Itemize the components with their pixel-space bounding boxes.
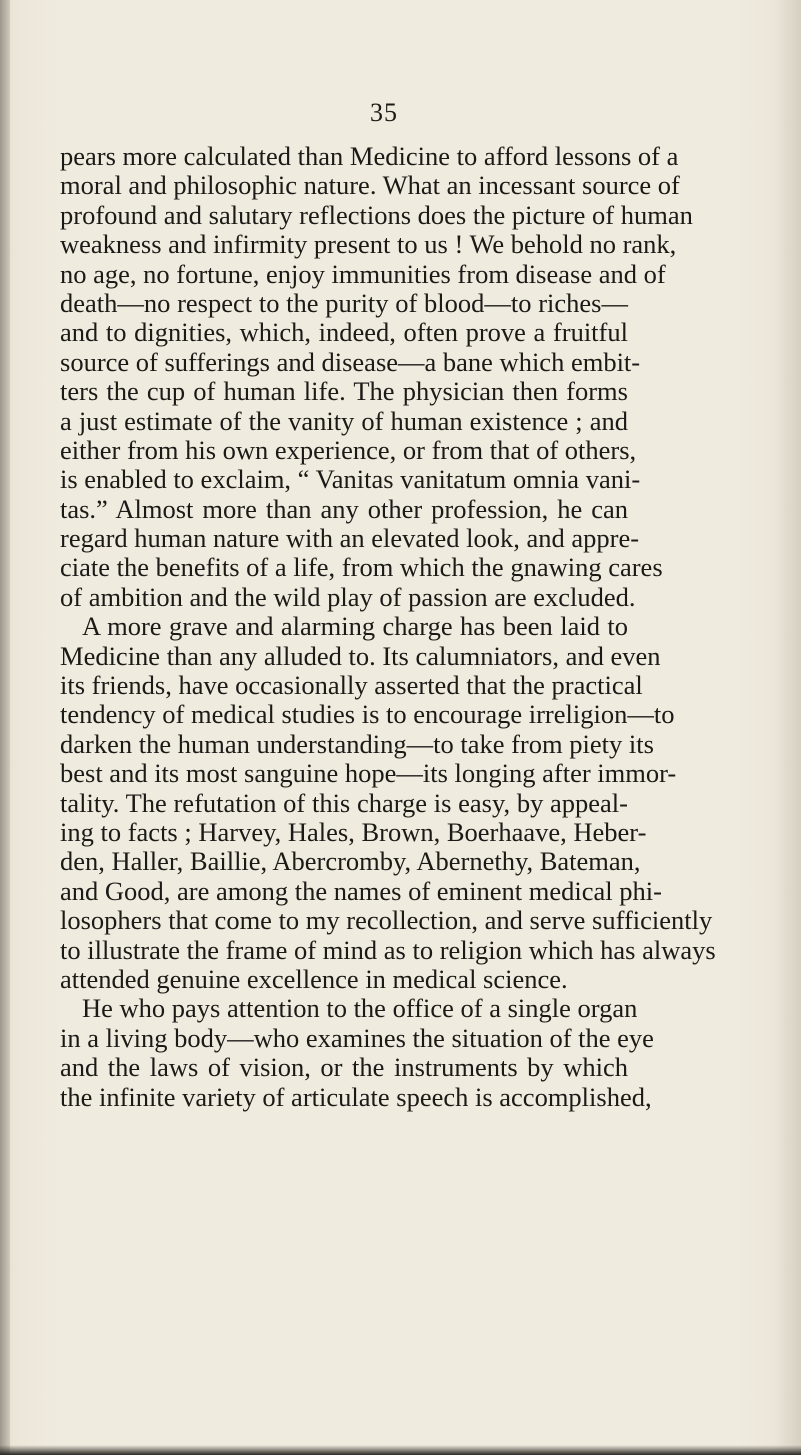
text-line: regard human nature with an elevated look, and appre- — [60, 523, 640, 554]
text-line: moral and philosophic nature. What an incessant source of — [60, 170, 680, 201]
text-line: pears more calculated than Medicine to afford lessons of a — [60, 141, 679, 171]
text-line: no age, no fortune, enjoy immunities from disease and of — [60, 258, 666, 289]
text-line: losophers that come to my recollection, and serve sufficiently — [60, 905, 713, 936]
bottom-edge — [0, 1445, 801, 1455]
text-line: tality. The refutation of this charge is easy, by appeal- — [60, 787, 628, 818]
text-line: source of sufferings and disease—a bane which embit- — [60, 346, 641, 377]
text-line: the infinite variety of articulate speech is accomplished, — [60, 1081, 652, 1112]
text-line: He who pays attention to the office of a single organ — [82, 993, 638, 1024]
text-line: ciate the benefits of a life, from which the gnawing cares — [60, 552, 663, 583]
text-line: death—no respect to the purity of blood—to riches— — [60, 287, 628, 318]
body-text — [60, 141, 716, 1112]
text-line: weakness and infirmity present to us ! We behold no rank, — [60, 229, 677, 260]
text-line: profound and salutary reflections does the picture of human — [60, 199, 693, 230]
text-line: attended genuine excellence in medical science. — [60, 963, 568, 994]
text-line: ters the cup of human life. The physician then forms — [60, 376, 628, 407]
text-line: a just estimate of the vanity of human existence ; and — [60, 405, 628, 436]
text-line: and to dignities, which, indeed, often prove a fruitful — [60, 317, 628, 348]
text-line: is enabled to exclaim, “ Vanitas vanitatum omnia vani- — [60, 464, 641, 495]
text-line: darken the human understanding—to take from piety its — [60, 728, 654, 759]
text-line: and Good, are among the names of eminent medical phi- — [60, 875, 662, 906]
text-line: tendency of medical studies is to encourage irreligion—to — [60, 699, 675, 730]
text-line: of ambition and the wild play of passion are excluded. — [60, 581, 636, 612]
text-line: A more grave and alarming charge has been laid to — [82, 611, 628, 642]
binding-shadow — [0, 0, 10, 1455]
text-line: best and its most sanguine hope—its longing after immor- — [60, 758, 677, 789]
text-line: ing to facts ; Harvey, Hales, Brown, Boerhaave, Heber- — [60, 816, 647, 847]
text-line: den, Haller, Baillie, Abercromby, Abernethy, Bateman, — [60, 846, 641, 877]
text-line: and the laws of vision, or the instruments by which — [60, 1052, 628, 1083]
text-line: to illustrate the frame of mind as to religion which has always — [60, 934, 716, 965]
page-number: 35 — [370, 98, 398, 127]
text-line: in a living body—who examines the situation of the eye — [60, 1022, 654, 1053]
text-line: its friends, have occasionally asserted that the practical — [60, 670, 643, 701]
text-line: tas.” Almost more than any other profession, he can — [60, 493, 628, 524]
text-line: Medicine than any alluded to. Its calumniators, and even — [60, 640, 661, 671]
text-line: either from his own experience, or from that of others, — [60, 434, 637, 465]
page-edge — [775, 0, 801, 1455]
